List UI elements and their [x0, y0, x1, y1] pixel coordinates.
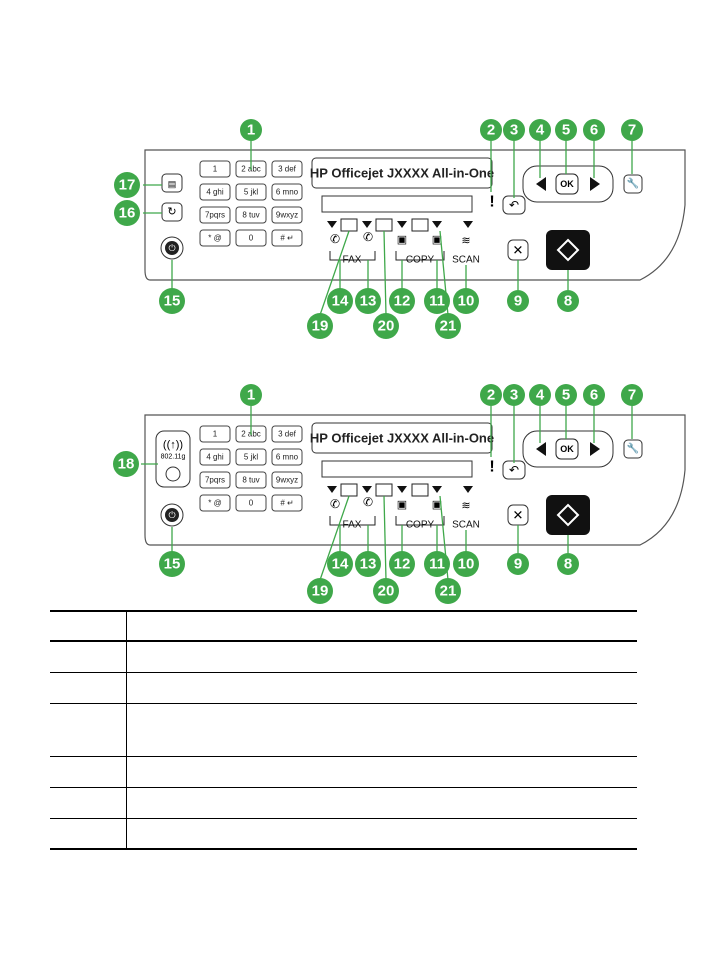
back-icon: ↶	[508, 198, 520, 212]
svg-text:7: 7	[627, 386, 637, 404]
svg-text:5: 5	[561, 121, 571, 139]
svg-text:4: 4	[535, 121, 545, 139]
legend-cell-number	[50, 641, 127, 672]
svg-text:10: 10	[457, 555, 475, 573]
speed-dial-icon: ▤	[167, 179, 177, 189]
setup-wrench-icon: 🔧	[626, 178, 640, 190]
legend-cell-description	[127, 641, 638, 672]
keypad-key-label: 4 ghi	[206, 452, 224, 462]
keypad-key-label: # ↵	[280, 233, 294, 243]
copy-label: COPY	[405, 519, 435, 531]
svg-text:14: 14	[331, 555, 349, 573]
keypad-key-label: 0	[248, 498, 254, 508]
callout-19	[307, 313, 333, 339]
callout-18	[113, 451, 139, 477]
copy-bw-icon: ▣	[396, 499, 408, 511]
callout-9	[507, 553, 529, 575]
ok-button[interactable]	[556, 439, 578, 459]
keypad-key[interactable]	[236, 449, 266, 465]
setup-button[interactable]	[624, 175, 642, 193]
keypad-key[interactable]	[272, 184, 302, 200]
control-panel-top-svg	[0, 110, 702, 340]
keypad-key[interactable]	[272, 495, 302, 511]
keypad-key-label: 8 tuv	[242, 475, 260, 485]
fax-label: FAX	[342, 519, 362, 531]
svg-text:19: 19	[311, 582, 329, 600]
callout-12	[389, 551, 415, 577]
legend-row	[50, 641, 637, 672]
svg-text:5: 5	[561, 386, 571, 404]
callout-14	[327, 288, 353, 314]
svg-text:21: 21	[439, 317, 457, 335]
scan-button[interactable]	[452, 235, 480, 266]
svg-text:3: 3	[509, 386, 519, 404]
callout-10	[453, 288, 479, 314]
legend-table	[50, 610, 637, 850]
svg-text:12: 12	[393, 292, 411, 310]
svg-text:7: 7	[627, 121, 637, 139]
keypad-key[interactable]	[272, 472, 302, 488]
svg-text:15: 15	[163, 292, 181, 310]
back-button[interactable]	[503, 196, 525, 214]
setup-wrench-icon: 🔧	[626, 443, 640, 455]
wireless-button[interactable]	[156, 431, 190, 487]
callout-5	[555, 384, 577, 406]
legend-row	[50, 756, 637, 787]
keypad-key-label: 9wxyz	[275, 210, 299, 220]
callout-4	[529, 119, 551, 141]
keypad-key-label: 3 def	[278, 164, 296, 174]
svg-text:18: 18	[117, 455, 135, 473]
keypad-key-label: 1	[212, 429, 218, 439]
callout-11	[424, 288, 450, 314]
svg-text:1: 1	[246, 386, 256, 404]
callout-15	[159, 551, 185, 577]
callout-6	[583, 119, 605, 141]
legend-cell-description	[127, 756, 638, 787]
callout-17	[114, 172, 140, 198]
legend-cell-description	[127, 672, 638, 703]
keypad	[200, 426, 302, 511]
keypad	[200, 161, 302, 246]
callout-16	[114, 200, 140, 226]
start-button[interactable]	[546, 230, 590, 270]
svg-text:10: 10	[457, 292, 475, 310]
keypad-key[interactable]	[236, 495, 266, 511]
keypad-key-label: * @	[208, 233, 222, 243]
cancel-button[interactable]	[508, 505, 528, 525]
mode-indicator-row	[327, 219, 473, 231]
keypad-key-label: 5 jkl	[243, 452, 259, 462]
fax-bw-icon: ✆	[329, 497, 341, 511]
power-icon: ⏻	[168, 243, 176, 253]
keypad-key[interactable]	[236, 472, 266, 488]
svg-text:8: 8	[563, 555, 573, 573]
keypad-key-label: 7pqrs	[204, 210, 226, 220]
speed-dial-button[interactable]	[162, 174, 182, 192]
ok-label: OK	[560, 444, 574, 454]
cancel-icon: ✕	[512, 507, 524, 523]
keypad-key[interactable]	[200, 426, 230, 442]
keypad-key[interactable]	[236, 207, 266, 223]
svg-text:2: 2	[486, 121, 496, 139]
keypad-key[interactable]	[200, 230, 230, 246]
power-icon: ⏻	[168, 510, 176, 520]
keypad-key[interactable]	[272, 230, 302, 246]
display-text: HP Officejet JXXXX All-in-One	[309, 165, 495, 181]
svg-text:9: 9	[513, 555, 523, 573]
keypad-key-label: # ↵	[280, 498, 294, 508]
control-panel-diagram-bottom	[0, 375, 702, 605]
fax-bw-icon: ✆	[329, 232, 341, 246]
svg-text:6: 6	[589, 386, 599, 404]
callout-4	[529, 384, 551, 406]
callout-20	[373, 578, 399, 604]
keypad-key[interactable]	[200, 161, 230, 177]
legend-cell-number	[50, 818, 127, 849]
callout-7	[621, 119, 643, 141]
keypad-key-label: 2 abc	[241, 429, 261, 439]
copy-bw-icon: ▣	[396, 234, 408, 246]
keypad-key-label: * @	[208, 498, 222, 508]
callout-12	[389, 288, 415, 314]
keypad-key[interactable]	[272, 426, 302, 442]
legend-cell-number	[50, 672, 127, 703]
warning-icon: !	[489, 458, 495, 476]
legend-cell-number	[50, 787, 127, 818]
svg-text:16: 16	[118, 204, 136, 222]
legend-row	[50, 787, 637, 818]
callout-15	[159, 288, 185, 314]
callout-8	[557, 553, 579, 575]
svg-text:20: 20	[377, 582, 395, 600]
cancel-icon: ✕	[512, 242, 524, 258]
svg-text:11: 11	[429, 555, 445, 573]
callout-7	[621, 384, 643, 406]
keypad-key[interactable]	[200, 184, 230, 200]
svg-text:14: 14	[331, 292, 349, 310]
fax-color-icon: ✆	[362, 495, 374, 509]
legend-cell-number	[50, 756, 127, 787]
svg-text:4: 4	[535, 386, 545, 404]
svg-text:11: 11	[429, 292, 445, 310]
legend-cell-number	[50, 611, 127, 641]
power-button[interactable]	[161, 237, 183, 259]
keypad-key-label: 4 ghi	[206, 187, 224, 197]
back-button[interactable]	[503, 461, 525, 479]
keypad-key-label: 7pqrs	[204, 475, 226, 485]
legend-row	[50, 611, 637, 641]
callout-9	[507, 290, 529, 312]
scan-button[interactable]	[452, 500, 480, 531]
svg-text:13: 13	[359, 292, 377, 310]
control-panel-diagram-top	[0, 110, 702, 340]
svg-text:1: 1	[246, 121, 256, 139]
callout-11	[424, 551, 450, 577]
scan-label: SCAN	[452, 519, 480, 531]
keypad-key[interactable]	[272, 161, 302, 177]
legend-cell-description	[127, 818, 638, 849]
lcd-screen	[322, 461, 472, 477]
keypad-key-label: 8 tuv	[242, 210, 260, 220]
scan-icon: ≋	[461, 235, 471, 247]
keypad-key-label: 1	[212, 164, 218, 174]
svg-text:12: 12	[393, 555, 411, 573]
copy-color-icon: ▣	[431, 234, 443, 246]
legend-cell-description	[127, 703, 638, 756]
keypad-key-label: 2 abc	[241, 164, 261, 174]
legend-cell-number	[50, 703, 127, 756]
fax-label: FAX	[342, 254, 362, 266]
svg-text:17: 17	[118, 176, 136, 194]
legend-row	[50, 672, 637, 703]
redial-button[interactable]	[162, 203, 182, 221]
warning-icon: !	[489, 193, 495, 211]
keypad-key[interactable]	[236, 184, 266, 200]
keypad-key-label: 3 def	[278, 429, 296, 439]
keypad-key[interactable]	[272, 207, 302, 223]
svg-text:19: 19	[311, 317, 329, 335]
legend-cell-description	[127, 787, 638, 818]
keypad-key[interactable]	[200, 472, 230, 488]
keypad-key-label: 6 mno	[275, 452, 299, 462]
scan-label: SCAN	[452, 254, 480, 266]
keypad-key-label: 9wxyz	[275, 475, 299, 485]
callout-6	[583, 384, 605, 406]
callout-5	[555, 119, 577, 141]
keypad-key-label: 6 mno	[275, 187, 299, 197]
copy-label: COPY	[405, 254, 435, 266]
legend-cell-description	[127, 611, 638, 641]
callout-10	[453, 551, 479, 577]
cancel-button[interactable]	[508, 240, 528, 260]
keypad-key[interactable]	[200, 495, 230, 511]
svg-text:21: 21	[439, 582, 457, 600]
wireless-label: 802.11g	[160, 453, 186, 461]
callout-2	[480, 384, 502, 406]
callout-8	[557, 290, 579, 312]
wireless-icon: ((↑))	[162, 439, 184, 451]
callout-1	[240, 119, 262, 141]
callout-3	[503, 384, 525, 406]
start-button[interactable]	[546, 495, 590, 535]
legend-row	[50, 703, 637, 756]
copy-color-icon: ▣	[431, 499, 443, 511]
callout-3	[503, 119, 525, 141]
back-icon: ↶	[508, 463, 520, 477]
callout-14	[327, 551, 353, 577]
svg-text:13: 13	[359, 555, 377, 573]
keypad-key[interactable]	[236, 230, 266, 246]
callout-1	[240, 384, 262, 406]
keypad-key[interactable]	[272, 449, 302, 465]
svg-text:8: 8	[563, 292, 573, 310]
scan-icon: ≋	[461, 500, 471, 512]
setup-button[interactable]	[624, 440, 642, 458]
keypad-key-label: 5 jkl	[243, 187, 259, 197]
fax-color-icon: ✆	[362, 230, 374, 244]
ok-button[interactable]	[556, 174, 578, 194]
control-panel-bottom-svg	[0, 375, 702, 605]
callout-13	[355, 551, 381, 577]
svg-text:15: 15	[163, 555, 181, 573]
mode-indicator-row	[327, 484, 473, 496]
keypad-key[interactable]	[200, 449, 230, 465]
callout-20	[373, 313, 399, 339]
svg-text:9: 9	[513, 292, 523, 310]
redial-icon: ↻	[167, 206, 177, 218]
power-button[interactable]	[161, 504, 183, 526]
svg-text:20: 20	[377, 317, 395, 335]
svg-text:2: 2	[486, 386, 496, 404]
keypad-key[interactable]	[200, 207, 230, 223]
callout-13	[355, 288, 381, 314]
callout-19	[307, 578, 333, 604]
svg-text:6: 6	[589, 121, 599, 139]
ok-label: OK	[560, 179, 574, 189]
legend-row	[50, 818, 637, 849]
callout-21	[435, 313, 461, 339]
callout-2	[480, 119, 502, 141]
svg-text:3: 3	[509, 121, 519, 139]
keypad-key-label: 0	[248, 233, 254, 243]
lcd-screen	[322, 196, 472, 212]
display-text: HP Officejet JXXXX All-in-One	[309, 430, 495, 446]
callout-21	[435, 578, 461, 604]
